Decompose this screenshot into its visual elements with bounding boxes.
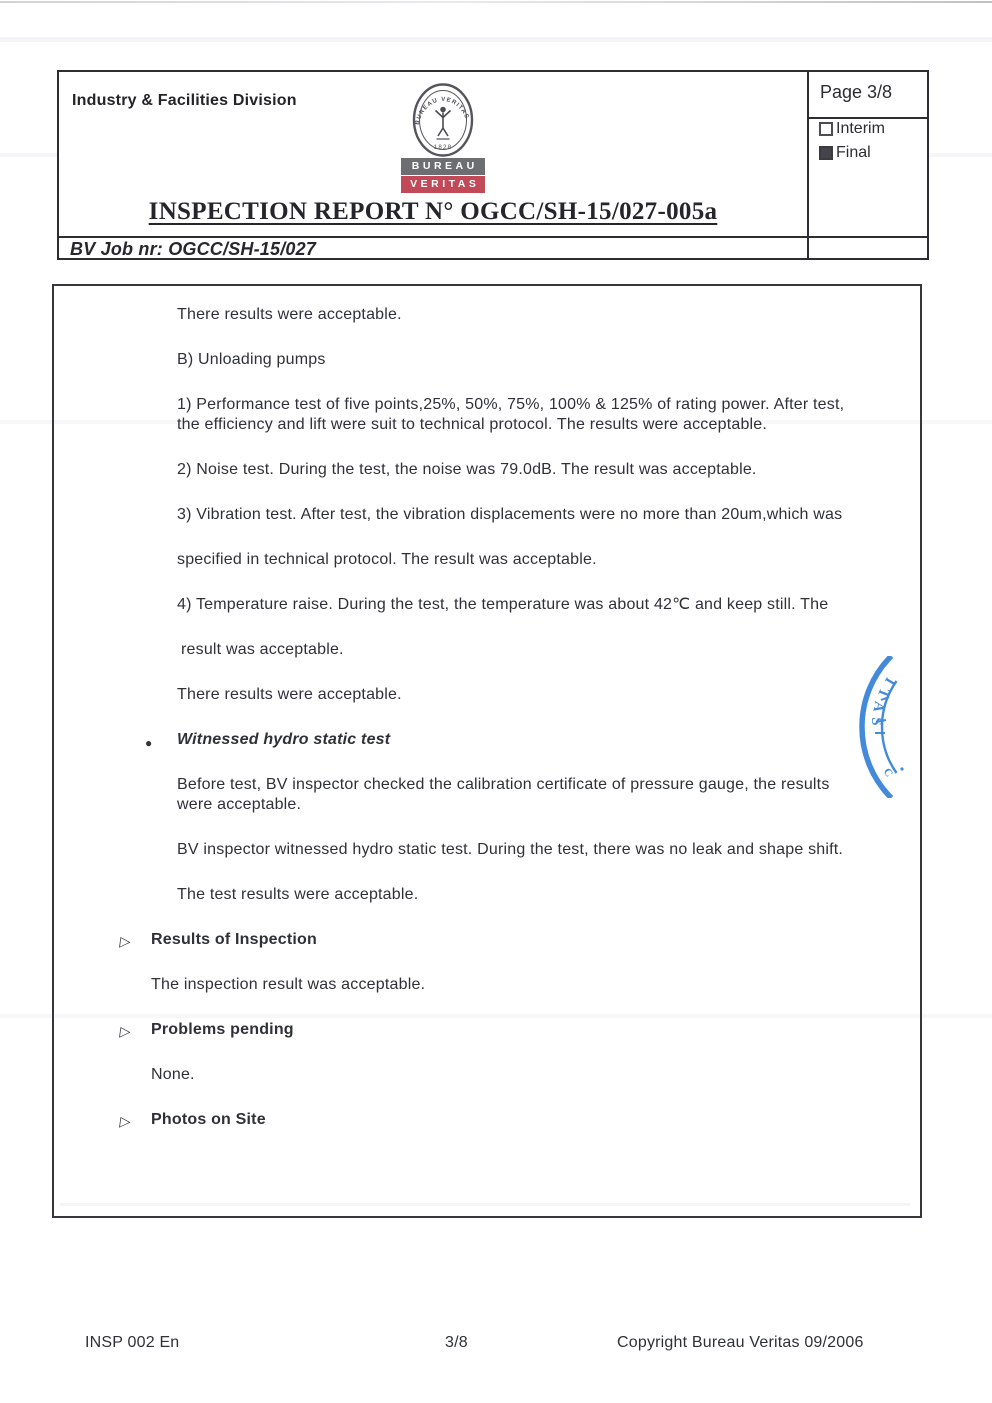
arrow-bullet-icon: ▷ bbox=[118, 1113, 133, 1129]
scan-artifact-line bbox=[0, 1, 992, 3]
paragraph: The test results were acceptable. bbox=[177, 886, 419, 903]
arrow-bullet-icon: ▷ bbox=[118, 933, 133, 949]
interim-checkbox-icon bbox=[819, 122, 833, 136]
paragraph: There results were acceptable. bbox=[177, 306, 402, 323]
emblem-year: 1828 bbox=[433, 144, 453, 151]
paragraph: 2) Noise test. During the test, the noise was 79.0dB. The result was acceptable. bbox=[177, 461, 757, 478]
paragraph: 4) Temperature raise. During the test, the temperature was about 42℃ and keep still. The bbox=[177, 596, 829, 613]
bullet-icon: ● bbox=[145, 736, 153, 750]
footer-page-number: 3/8 bbox=[445, 1334, 468, 1351]
veritas-band: VERITAS bbox=[401, 176, 485, 193]
report-title: INSPECTION REPORT N° OGCC/SH-15/027-005a bbox=[148, 198, 718, 225]
bv-job-number: BV Job nr: OGCC/SH-15/027 bbox=[70, 239, 317, 259]
footer-doc-code: INSP 002 En bbox=[85, 1334, 180, 1351]
page-number-label: Page 3/8 bbox=[820, 82, 893, 102]
interim-checkbox-row bbox=[819, 120, 885, 138]
final-checkbox-icon bbox=[819, 146, 833, 160]
problems-heading: ▷ Problems pending bbox=[118, 1021, 294, 1039]
bureau-veritas-emblem-icon bbox=[412, 83, 474, 157]
photos-heading: ▷ Photos on Site bbox=[118, 1111, 266, 1129]
paragraph: 1) Performance test of five points,25%, 50%, 75%, 100% & 125% of rating power. After test, bbox=[177, 396, 845, 413]
results-heading: ▷ Results of Inspection bbox=[118, 931, 317, 949]
paragraph: The inspection result was acceptable. bbox=[151, 976, 426, 993]
final-label: Final bbox=[836, 144, 871, 161]
paragraph: None. bbox=[151, 1066, 195, 1083]
stamp-extra-mark: C bbox=[880, 766, 896, 780]
scan-artifact-band bbox=[0, 37, 992, 42]
paragraph: specified in technical protocol. The result was acceptable. bbox=[177, 551, 597, 568]
division-label: Industry & Facilities Division bbox=[72, 92, 297, 109]
paragraph: result was acceptable. bbox=[181, 641, 344, 658]
footer-copyright: Copyright Bureau Veritas 09/2006 bbox=[617, 1334, 864, 1351]
report-header-table bbox=[57, 70, 929, 260]
stamp-rim-text: ITAS bbox=[867, 674, 898, 732]
bureau-band: BUREAU bbox=[401, 158, 485, 175]
paragraph: Before test, BV inspector checked the calibration certificate of pressure gauge, the results bbox=[177, 776, 830, 793]
report-body-box bbox=[52, 284, 922, 1218]
paragraph: There results were acceptable. bbox=[177, 686, 402, 703]
paragraph: BV inspector witnessed hydro static test. During the test, there was no leak and shape shift. bbox=[177, 841, 844, 858]
page-cell-divider bbox=[809, 117, 927, 119]
paragraph: the efficiency and lift were suit to technical protocol. The results were acceptable. bbox=[177, 416, 768, 433]
final-checkbox-row bbox=[819, 144, 871, 162]
job-row-divider bbox=[59, 236, 927, 238]
bureau-veritas-logo bbox=[400, 83, 486, 193]
paragraph: B) Unloading pumps bbox=[177, 351, 326, 368]
arrow-bullet-icon: ▷ bbox=[118, 1023, 133, 1039]
paragraph: were acceptable. bbox=[177, 796, 302, 813]
paragraph: 3) Vibration test. After test, the vibration displacements were no more than 20um,which was bbox=[177, 506, 843, 523]
emblem-ring-text: BUREAU VERITAS bbox=[414, 96, 470, 126]
header-column-divider bbox=[807, 72, 809, 258]
hydro-test-heading: ● Witnessed hydro static test bbox=[54, 730, 920, 750]
interim-label: Interim bbox=[836, 120, 885, 137]
emblem-figure-icon bbox=[436, 107, 451, 139]
